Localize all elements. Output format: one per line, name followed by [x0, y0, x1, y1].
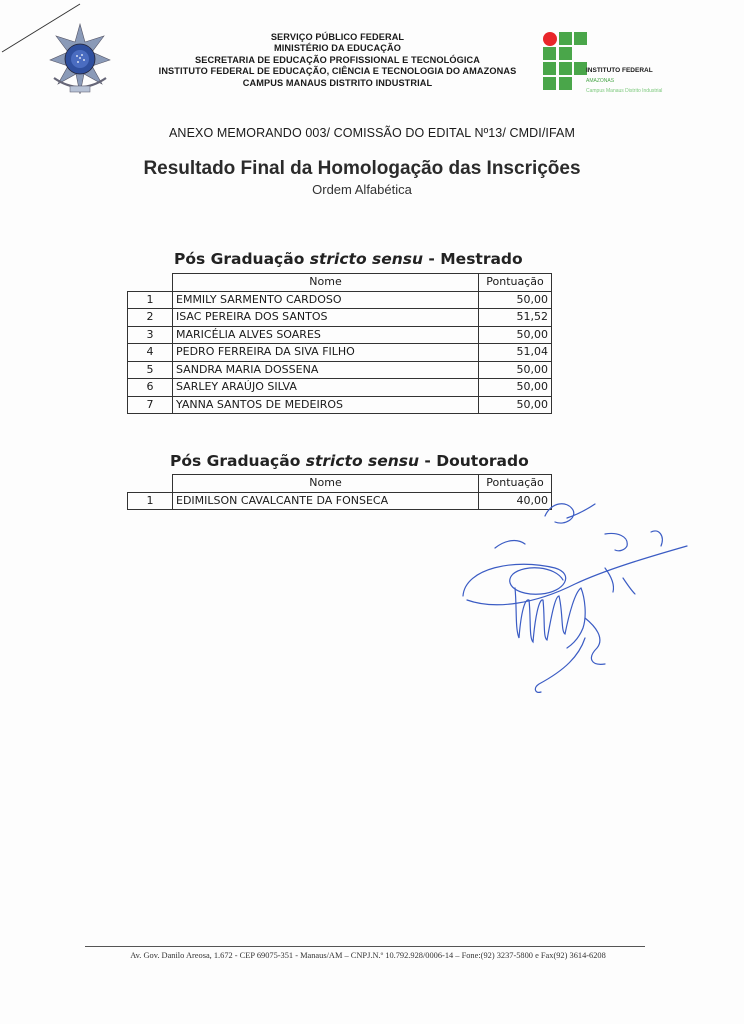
section-title-suffix: - Doutorado — [419, 452, 529, 470]
row-name: ISAC PEREIRA DOS SANTOS — [173, 309, 479, 327]
row-number: 1 — [128, 291, 173, 309]
letterhead-line: MINISTÉRIO DA EDUCAÇÃO — [274, 43, 401, 54]
row-score: 50,00 — [479, 361, 552, 379]
row-score: 40,00 — [479, 492, 552, 510]
section-title-doutorado — [170, 452, 529, 470]
logo-text-line: AMAZONAS — [586, 78, 615, 84]
table-row — [128, 291, 552, 309]
row-number: 2 — [128, 309, 173, 327]
section-title-mestrado — [174, 250, 523, 268]
table-row — [128, 344, 552, 362]
row-number: 5 — [128, 361, 173, 379]
row-name: SARLEY ARAÚJO SILVA — [173, 379, 479, 397]
logo-text-line: INSTITUTO FEDERAL — [586, 67, 653, 74]
document-subtitle: Ordem Alfabética — [312, 182, 412, 197]
logo-text — [586, 66, 662, 96]
header-blank-cell — [128, 274, 173, 292]
row-name: EMMILY SARMENTO CARDOSO — [173, 291, 479, 309]
section-title-suffix: - Mestrado — [423, 250, 523, 268]
row-number: 6 — [128, 379, 173, 397]
header-name: Nome — [173, 475, 479, 493]
footer-divider — [85, 946, 645, 947]
letterhead-line: INSTITUTO FEDERAL DE EDUCAÇÃO, CIÊNCIA E TECNOLOGIA DO AMAZONAS — [158, 66, 517, 77]
header-score: Pontuação — [479, 475, 552, 493]
row-name: PEDRO FERREIRA DA SIVA FILHO — [173, 344, 479, 362]
table-row — [128, 379, 552, 397]
table-row — [128, 326, 552, 344]
row-name: EDIMILSON CAVALCANTE DA FONSECA — [173, 492, 479, 510]
section-title-prefix: Pós Graduação — [170, 452, 306, 470]
footer-address: Av. Gov. Danilo Areosa, 1.672 - CEP 69075-351 - Manaus/AM – CNPJ.N.º 10.792.928/0006-14 – Fone:(92) 3237-5800 e Fax(92) 3614-6208 — [130, 951, 606, 960]
section-title-italic: stricto sensu — [305, 452, 420, 470]
section-title-italic: stricto sensu — [309, 250, 424, 268]
row-name: MARICÉLIA ALVES SOARES — [173, 326, 479, 344]
table-header-row — [128, 274, 552, 292]
row-score: 50,00 — [479, 291, 552, 309]
row-number: 1 — [128, 492, 173, 510]
row-number: 4 — [128, 344, 173, 362]
handwritten-signature — [455, 488, 695, 698]
memo-reference: ANEXO MEMORANDO 003/ COMISSÃO DO EDITAL Nº13/ CMDI/IFAM — [169, 126, 575, 140]
table-row — [128, 361, 552, 379]
row-score: 51,52 — [479, 309, 552, 327]
table-row — [128, 396, 552, 414]
header-score: Pontuação — [479, 274, 552, 292]
logo-text-line: Campus Manaus Distrito Industrial — [586, 88, 663, 94]
letterhead-line: SERVIÇO PÚBLICO FEDERAL — [270, 32, 405, 42]
section-title-prefix: Pós Graduação — [174, 250, 310, 268]
row-number: 7 — [128, 396, 173, 414]
row-name: YANNA SANTOS DE MEDEIROS — [173, 396, 479, 414]
letterhead — [140, 32, 535, 89]
mestrado-table — [127, 273, 552, 414]
row-score: 50,00 — [479, 396, 552, 414]
row-name: SANDRA MARIA DOSSENA — [173, 361, 479, 379]
brazil-coat-of-arms-emblem — [44, 22, 116, 98]
letterhead-line: CAMPUS MANAUS DISTRITO INDUSTRIAL — [242, 77, 433, 88]
row-score: 50,00 — [479, 326, 552, 344]
header-name: Nome — [173, 274, 479, 292]
row-score: 50,00 — [479, 379, 552, 397]
header-blank-cell — [128, 475, 173, 493]
table-row — [128, 309, 552, 327]
row-number: 3 — [128, 326, 173, 344]
row-score: 51,04 — [479, 344, 552, 362]
letterhead-line: SECRETARIA DE EDUCAÇÃO PROFISSIONAL E TECNOLÓGICA — [195, 54, 480, 65]
document-title: Resultado Final da Homologação das Inscrições — [143, 158, 581, 179]
